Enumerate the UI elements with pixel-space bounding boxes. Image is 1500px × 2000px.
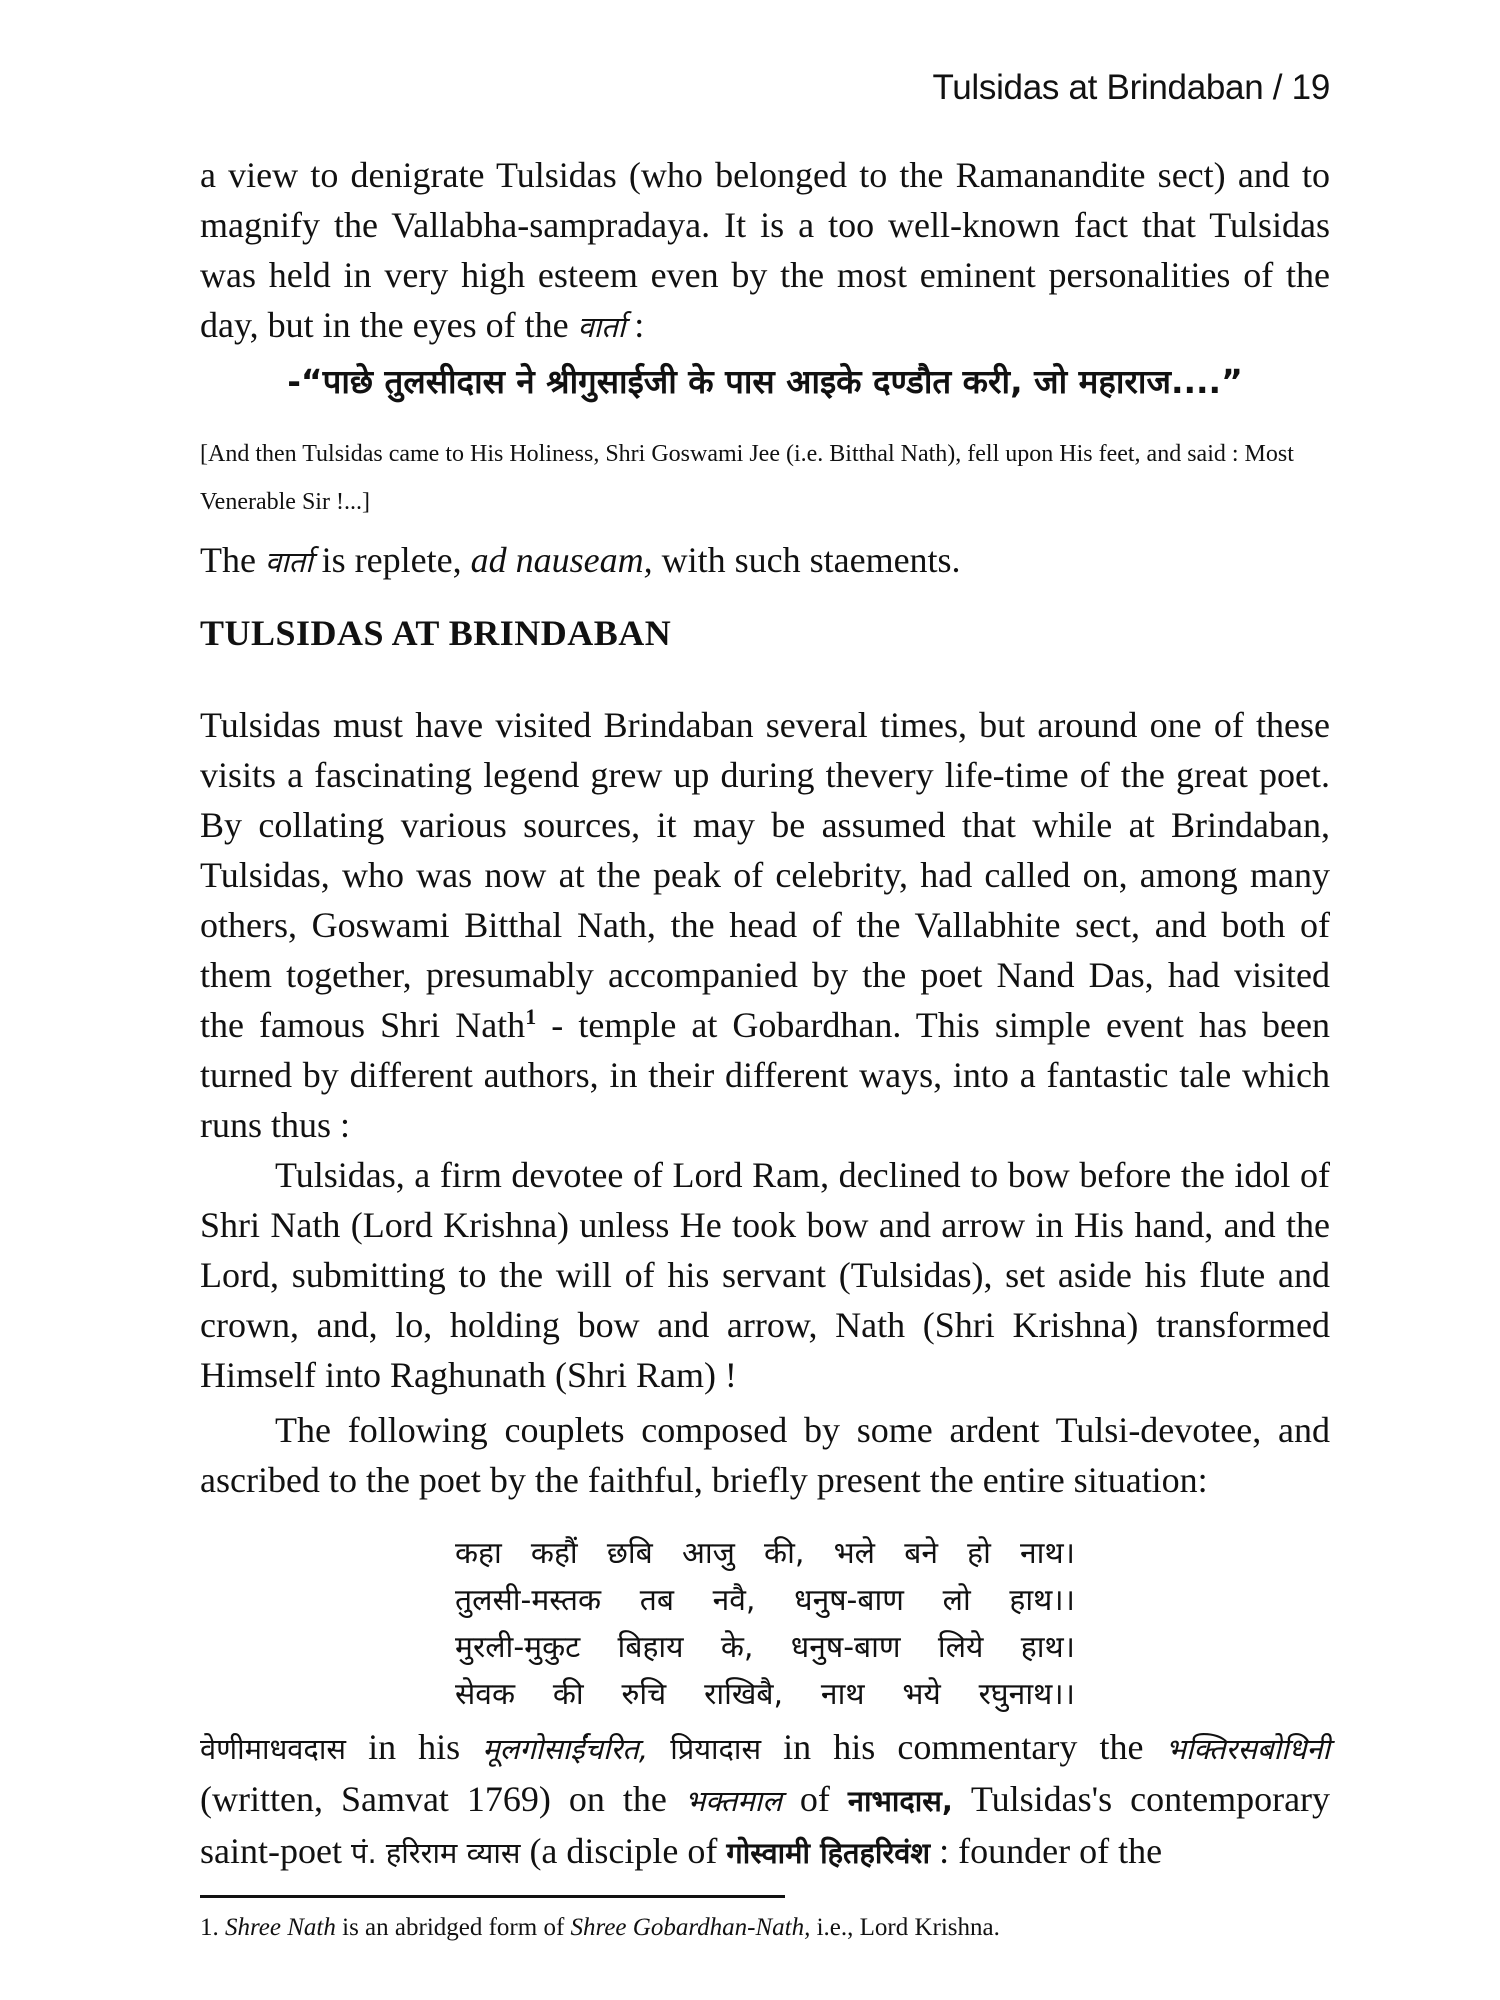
paragraph-1 — [200, 150, 1330, 352]
paragraph-6-text: (written, Samvat 1769) on the — [200, 1779, 667, 1819]
paragraph-6-text: (a disciple of — [529, 1831, 718, 1871]
paragraph-3-text-a: Tulsidas must have visited Brindaban several times, but around one of these visits a fascinating legend grew up during thevery life-time of the great poet. By collating various sources, it may be assumed that while at Brindaban, Tulsidas, who was now at the peak of celebrity, had called on, among many others, Goswami Bitthal Nath, the head of the Vallabhite sect, and both of them together, presumably accompanied by the poet Nand Das, had visited the famous Shri Nath — [200, 705, 1330, 1045]
name-priyadas: प्रियादास — [670, 1732, 762, 1766]
verse-line: सेवक की रुचि राखिबै, नाथ भये रघुनाथ।। — [455, 1677, 1075, 1712]
paragraph-4: Tulsidas, a firm devotee of Lord Ram, declined to bow before the idol of Shri Nath (Lord Krishna) unless He took bow and arrow in His hand, and the Lord, submitting to the will of his servant (Tulsidas), set aside his flute and crown, and, lo, holding bow and arrow, Nath (Shri Krishna) transformed Himself into Raghunath (Shri Ram) ! — [200, 1155, 1330, 1395]
paragraph-1-end: : — [634, 305, 645, 345]
paragraph-3 — [200, 700, 1330, 1150]
varta-term-2: वार्ता — [264, 545, 313, 579]
verse-line: मुरली-मुकुट बिहाय के, धनुष-बाण लिये हाथ। — [455, 1630, 1075, 1665]
paragraph-6 — [200, 1722, 1330, 1878]
paragraph-5: The following couplets composed by some ardent Tulsi-devotee, and ascribed to the poet by the faithful, briefly present the entire situation: — [200, 1410, 1330, 1500]
title-bhaktirasbodhini: भक्तिरसबोधिनी — [1165, 1732, 1331, 1766]
hindi-couplets — [455, 1530, 1075, 1718]
footnote-rule — [200, 1895, 785, 1898]
varta-term: वार्ता — [577, 310, 626, 344]
paragraph-1-text: a view to denigrate Tulsidas (who belonged to the Ramanandite sect) and to magnify the Vallabha-sampradaya. It is a too well-known fact that Tulsidas was held in very high esteem even by the most eminent personalities of the day, but in the eyes of the — [200, 155, 1330, 345]
paragraph-6-text: in his commentary the — [783, 1727, 1144, 1767]
section-heading: TULSIDAS AT BRINDABAN — [200, 613, 672, 653]
title-mulgosaicharit: मूलगोसाईंचरित, — [482, 1732, 649, 1766]
paragraph-2-end: with such staements. — [661, 540, 961, 580]
paragraph-2 — [200, 535, 1330, 587]
title-bhaktamal: भक्तमाल — [684, 1784, 782, 1818]
name-hariram-vyas: पं. हरिराम व्यास — [350, 1836, 521, 1870]
name-venimadhavdas: वेणीमाधवदास — [200, 1732, 346, 1766]
footnote-text-b: i.e., Lord Krishna. — [816, 1914, 1000, 1941]
verse-line: कहा कहौं छबि आजु की, भले बने हो नाथ। — [455, 1536, 1075, 1571]
hindi-quotation: -“पाछे तुलसीदास ने श्रीगुसाईजी के पास आइके दण्डौत करी, जो महाराज....” — [287, 362, 1243, 401]
running-header: Tulsidas at Brindaban / 19 — [932, 68, 1330, 107]
paragraph-6-text: : founder of the — [939, 1831, 1163, 1871]
paragraph-6-text: in his — [368, 1727, 461, 1767]
footnote-italic-a: Shree Nath — [225, 1914, 336, 1941]
paragraph-2-start: The — [200, 540, 256, 580]
footnote-text-a: is an abridged form of — [342, 1914, 565, 1941]
paragraph-2-italic: ad nauseam, — [470, 540, 653, 580]
footnote — [200, 1910, 1000, 1946]
footnote-number: 1. — [200, 1914, 219, 1941]
footnote-reference: 1 — [525, 1004, 537, 1029]
paragraph-2-mid: is replete, — [321, 540, 462, 580]
name-nabhadas: नाभादास, — [847, 1784, 953, 1818]
paragraph-3-text-b: - temple at Gobardhan. This simple event has been turned by different authors, in their different ways, into a fantastic tale which runs thus : — [200, 1005, 1331, 1145]
name-hitharivansh: गोस्वामी हितहरिवंश — [726, 1836, 931, 1870]
paragraph-6-text: Tulsidas's contemporary saint-poet — [200, 1779, 1331, 1871]
book-page — [200, 0, 1330, 2000]
verse-line: तुलसी-मस्तक तब नवै, धनुष-बाण लो हाथ।। — [455, 1583, 1075, 1618]
quotation-translation: [And then Tulsidas came to His Holiness, Shri Goswami Jee (i.e. Bitthal Nath), fell upon His feet, and said : Most Venerable Sir !...] — [200, 441, 1294, 515]
paragraph-6-text: of — [799, 1779, 830, 1819]
footnote-italic-b: Shree Gobardhan-Nath, — [570, 1914, 811, 1941]
